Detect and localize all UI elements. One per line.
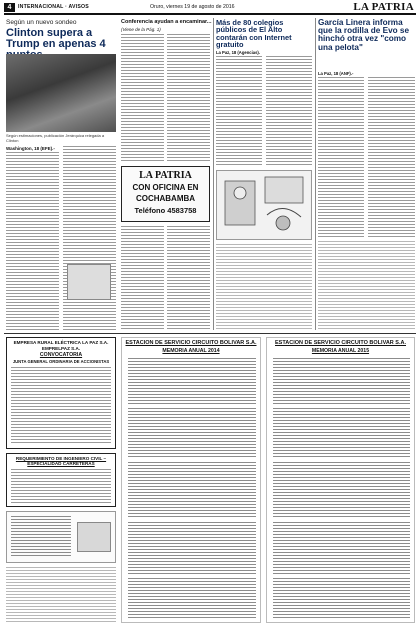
el-alto-text-col2	[266, 56, 312, 166]
statement-table-4	[128, 522, 256, 574]
linera-text-col1	[318, 77, 364, 237]
conferencia-text-col3	[121, 226, 164, 330]
clinton-inline-figure	[67, 264, 111, 300]
statement-subtitle: MEMORIA ANUAL 2015	[311, 348, 370, 354]
clinton-headline: Clinton supera a Trump en apenas 4	[6, 27, 106, 50]
page-number: 4	[4, 3, 15, 12]
clinton-photo	[6, 54, 116, 132]
convocatoria-title: CONVOCATORIA	[39, 352, 83, 358]
ad-line-phone: Teléfono 4583758	[134, 206, 197, 215]
issue-dateline: Oruro, viernes 19 de agosto de 2016	[150, 4, 235, 10]
bottom-left-text	[6, 567, 116, 623]
convocatoria-subtitle: JUNTA GENERAL ORDINARIA DE ACCIONISTAS	[12, 359, 110, 364]
clinton-text-col1	[6, 152, 59, 330]
statement-2014	[121, 337, 261, 623]
section-label: INTERNACIONAL · AVISOS	[18, 4, 89, 10]
convocatoria-body	[11, 367, 111, 445]
statement-table-1	[273, 358, 410, 404]
conferencia-deck: (Viene de la Pág. 1)	[121, 27, 161, 32]
editorial-cartoon	[216, 170, 312, 240]
linera-headline: García Linera informa que la rodilla de Evo se hinchó otra vez "como una pelota"	[318, 18, 410, 52]
requerimiento-body	[11, 469, 111, 503]
statement-table-3	[273, 462, 410, 518]
la-patria-ad	[121, 166, 210, 222]
statement-subtitle: MEMORIA ANUAL 2014	[162, 348, 220, 354]
statement-table-5	[273, 578, 410, 618]
linera-dateline: La Paz, 18 (ANF).-	[318, 71, 354, 76]
section-divider	[4, 333, 416, 334]
convocatoria-notice	[6, 337, 116, 449]
el-alto-continued	[216, 244, 312, 330]
conferencia-kicker: Conferencia ayudan a encaminar...	[121, 19, 212, 25]
requerimiento-title: REQUERIMIENTO DE INGENIERO CIVIL – ESPECIALIDAD CARRETERAS	[15, 456, 107, 467]
requerimiento-notice	[6, 453, 116, 507]
column-separator	[315, 18, 316, 330]
statement-2015	[266, 337, 415, 623]
statement-table-2	[273, 408, 410, 458]
linera-continued	[318, 241, 415, 330]
convocatoria-org: EMPRESA RURAL ELÉCTRICA LA PAZ S.A.	[13, 340, 109, 345]
figure-graphic	[77, 522, 111, 552]
el-alto-text-col1	[216, 56, 262, 166]
ad-line-brand: LA PATRIA	[139, 170, 192, 181]
cartoon-drawing	[217, 171, 311, 239]
bottom-left-figure	[6, 511, 116, 563]
clinton-text-col2	[63, 146, 116, 330]
clinton-caption: Según estimaciones, publicación Jerárquica relegada a Clinton	[6, 133, 105, 143]
conferencia-text-col4	[167, 226, 210, 330]
statement-table-3	[128, 462, 256, 518]
statement-title: ESTACION DE SERVICIO CIRCUITO BOLIVAR S.A.	[125, 340, 257, 346]
conferencia-text-col2	[167, 34, 210, 162]
clinton-dateline: Washington, 18 (EFE).-	[6, 146, 55, 151]
ad-line-office: CON OFICINA EN	[132, 183, 199, 192]
el-alto-dateline: La Paz, 18 (Agencias).	[216, 50, 260, 55]
conferencia-text-col1	[121, 34, 164, 162]
clinton-kicker: Según un nuevo sondeo	[6, 19, 77, 26]
column-separator	[213, 18, 214, 330]
header-rule	[4, 13, 416, 15]
ad-line-city: COCHABAMBA	[135, 194, 196, 203]
el-alto-headline: Más de 80 colegios públicos de El Alto contarán con Internet gratuito	[216, 18, 292, 50]
statement-table-4	[273, 522, 410, 574]
statement-table-2	[128, 408, 256, 458]
statement-table-1	[128, 358, 256, 404]
statement-table-5	[128, 578, 256, 618]
linera-text-col2	[368, 77, 415, 237]
masthead-brand: LA PATRIA	[353, 1, 414, 13]
statement-title: ESTACION DE SERVICIO CIRCUITO BOLIVAR S.A.	[275, 340, 406, 346]
convocatoria-sub: EMPRELPAZ S.A.	[41, 346, 81, 351]
figure-table	[11, 516, 71, 558]
